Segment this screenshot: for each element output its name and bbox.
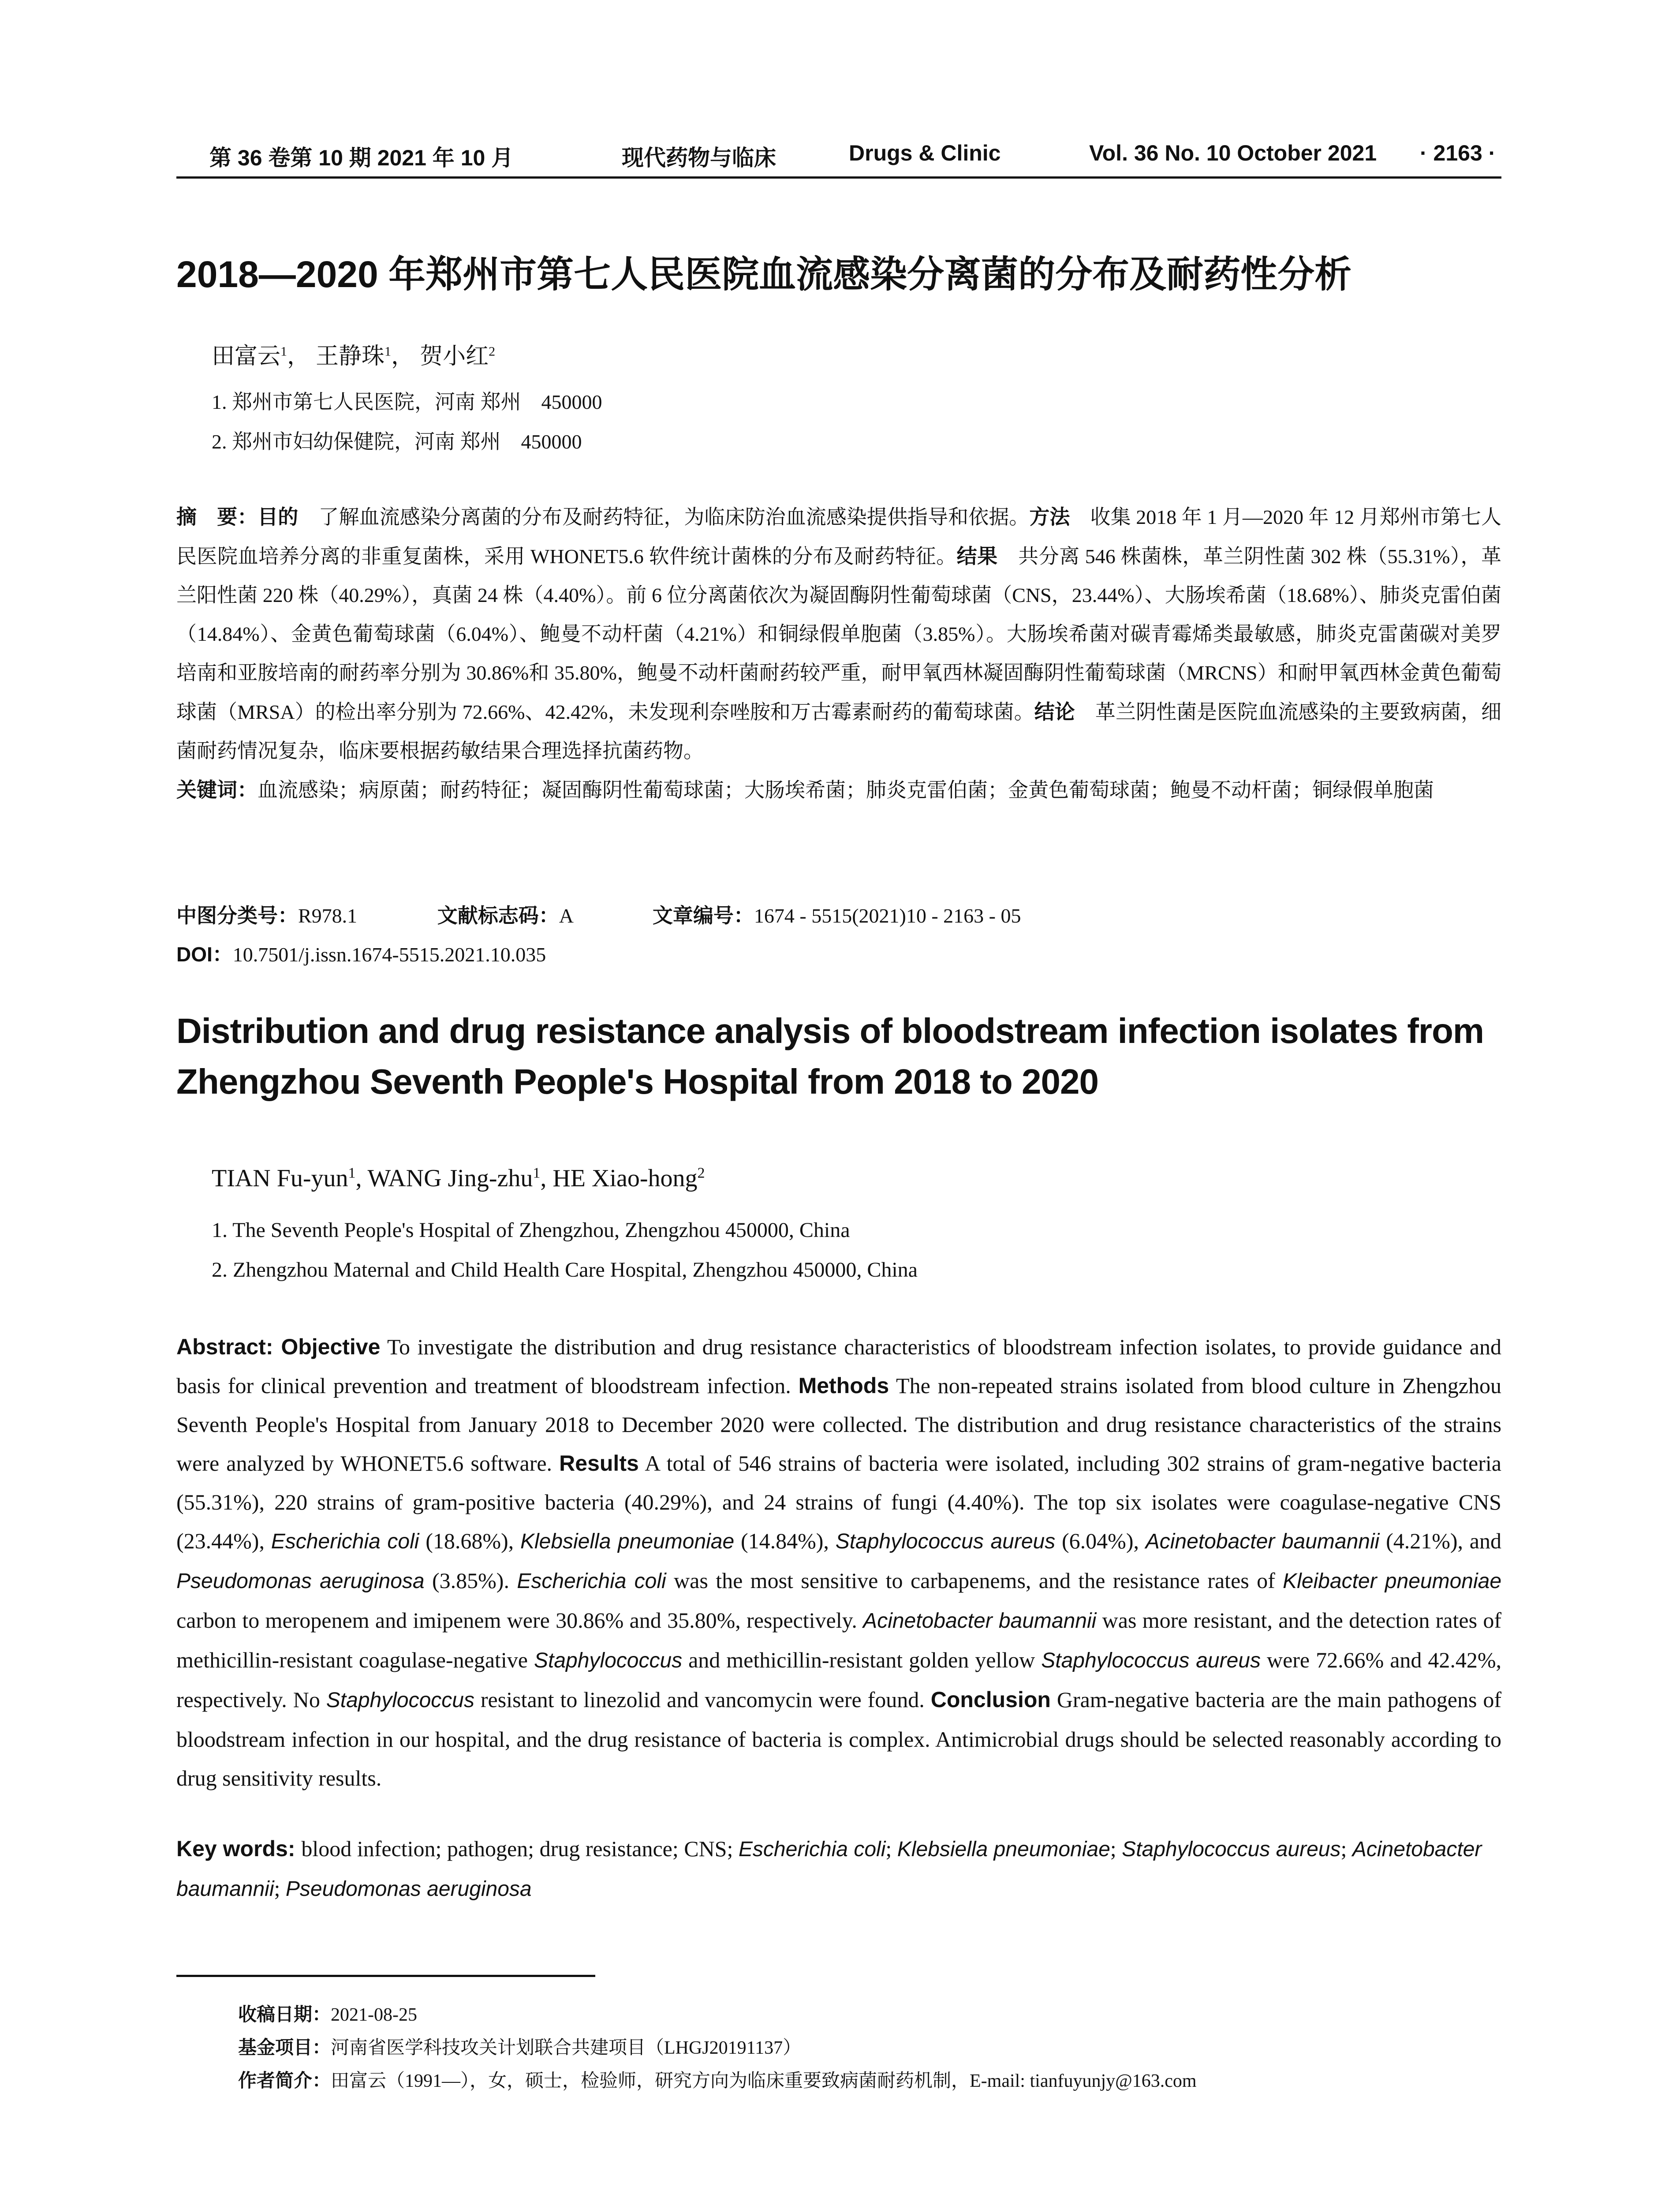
affiliation-en-2: 2. Zhengzhou Maternal and Child Health Care Hospital, Zhengzhou 450000, China (212, 1258, 918, 1282)
article-number-label: 文章编号： (652, 904, 754, 927)
bio-text: 田富云（1991—），女，硕士，检验师，研究方向为临床重要致病菌耐药机制，E-mail: tianfuyunjy@163.com (331, 2071, 1197, 2091)
received-label: 收稿日期： (238, 2004, 331, 2025)
species-name: Staphylococcus (534, 1649, 683, 1672)
header-volume-en: Vol. 36 No. 10 October 2021 (1089, 141, 1377, 165)
doi-label: DOI： (176, 943, 233, 966)
objective-cn-text: 了解血流感染分离菌的分布及耐药特征，为临床防治血流感染提供指导和依据。 (298, 506, 1030, 528)
keyword-separator: ; (885, 1836, 897, 1861)
affiliation-cn-1: 1. 郑州市第七人民医院，河南 郑州 450000 (212, 391, 602, 413)
author-separator: ， (391, 344, 414, 369)
authors-cn (212, 337, 495, 370)
authors-en: TIAN Fu-yun$^1$, WANG Jing-zhu$^1$, HE Xiao-hong$^2$ (212, 1165, 705, 1192)
objective-en-label: Objective (281, 1334, 381, 1359)
doi-value: 10.7501/j.issn.1674-5515.2021.10.035 (232, 943, 546, 966)
doc-code-label: 文献标志码： (437, 904, 559, 927)
bio-label: 作者简介： (238, 2070, 331, 2091)
author-en-2: WANG Jing-zhu (367, 1165, 533, 1192)
title-cn: 2018—2020 年郑州市第七人民医院血流感染分离菌的分布及耐药性分析 (176, 254, 1352, 295)
results-en-text: resistant to linezolid and vancomycin were found. (474, 1687, 931, 1712)
species-name: Staphylococcus aureus (835, 1530, 1056, 1553)
results-en-text: carbon to meropenem and imipenem were 30.86% and 35.80%, respectively. (176, 1608, 863, 1633)
keywords-en-text: blood infection; pathogen; drug resistance; CNS; (301, 1836, 739, 1861)
results-en-text: and methicillin-resistant golden yellow (682, 1648, 1042, 1672)
header-page-number: · 2163 · (1420, 141, 1496, 165)
header-rule (176, 176, 1501, 179)
author-cn-3: 贺小红 (420, 344, 489, 369)
conclusion-en-label: Conclusion (930, 1687, 1051, 1712)
species-name: Escherichia coli (271, 1530, 419, 1553)
footnote-rule (176, 1975, 595, 1977)
results-en-text: (6.04%), (1055, 1529, 1146, 1553)
keywords-en (176, 1829, 1501, 1909)
doi-line (176, 938, 546, 968)
methods-cn-label: 方法 (1029, 505, 1070, 528)
results-en-text: was more resistant, and the detection rates of methicillin-resistant coagulase-negative (176, 1608, 1502, 1672)
fund-label: 基金项目： (238, 2037, 331, 2058)
keyword-species: Klebsiella pneumoniae (897, 1838, 1110, 1861)
author-en-1: TIAN Fu-yun (212, 1165, 348, 1192)
species-name: Klebsiella pneumoniae (520, 1530, 735, 1553)
objective-cn-label: 目的 (258, 505, 299, 528)
footnote-fund (238, 2033, 801, 2059)
keywords-cn-text: 血流感染；病原菌；耐药特征；凝固酶阴性葡萄球菌；大肠埃希菌；肺炎克雷伯菌；金黄色葡萄球菌；鲍曼不动杆菌；铜绿假单胞菌 (258, 779, 1434, 801)
objective-en-text: To investigate the distribution and drug resistance characteristics of bloodstream infection isolates, to provide guidance and basis for clinical prevention and treatment of bloodstream infection. (176, 1334, 1501, 1398)
keyword-separator: ; (274, 1876, 286, 1901)
species-name: Escherichia coli (517, 1570, 666, 1593)
header-journal-en: Drugs & Clinic (849, 141, 1001, 165)
species-name: Acinetobacter baumannii (1145, 1530, 1380, 1553)
results-en-text: (4.21%), and (1379, 1529, 1502, 1553)
received-date: 2021-08-25 (331, 2005, 417, 2025)
author-en-3: HE Xiao-hong (553, 1165, 698, 1192)
abstract-en (176, 1327, 1501, 1798)
keywords-cn-label: 关键词： (176, 778, 258, 801)
keyword-species: Acinetobacter baumannii (176, 1838, 1482, 1901)
title-en: Distribution and drug resistance analysis of bloodstream infection isolates from Zhengzhou Seventh People's Hospital from 2018 to 2020 (176, 1011, 1484, 1101)
results-cn-text: 共分离 546 株菌株，革兰阴性菌 302 株（55.31%），革兰阳性菌 220 株（40.29%），真菌 24 株（4.40%）。前 6 位分离菌依次为凝固酶阴性葡萄球菌（CNS，23.44%）、大肠埃希菌（18.68%）、肺炎克雷伯菌（14.84%）、金黄色葡萄球菌（6.04%）、鲍曼不动杆菌（4.21%）和铜绿假单胞菌（3.85%）。大肠埃希菌对碳青霉烯类最敏感，肺炎克雷菌碳对美罗培南和亚胺培南的耐药率分别为 30.86%和 35.80%，鲍曼不动杆菌耐药较严重，耐甲氧西林凝固酶阴性葡萄球菌（MRCNS）和耐甲氧西林金黄色葡萄球菌（MRSA）的检出率分别为 72.66%、42.42%，未发现利奈唑胺和万古霉素耐药的葡萄球菌。 (176, 545, 1502, 723)
keywords-en-label: Key words: (176, 1836, 302, 1861)
author-cn-3-aff: 2 (489, 344, 496, 359)
running-header (176, 140, 1501, 176)
methods-cn-text: 收集 2018 年 1 月—2020 年 12 月郑州市第七人民医院血培养分离的非重复菌株，采用 WHONET5.6 软件统计菌株的分布及耐药特征。 (176, 506, 1502, 568)
species-name: Acinetobacter baumannii (863, 1609, 1097, 1633)
affiliation-en-1: 1. The Seventh People's Hospital of Zhengzhou, Zhengzhou 450000, China (212, 1218, 850, 1242)
doc-code-value: A (559, 904, 573, 927)
header-journal-cn: 现代药物与临床 (622, 145, 776, 171)
methods-en-label: Methods (798, 1373, 889, 1398)
results-en-text: A total of 546 strains of bacteria were isolated, including 302 strains of gram-negative bacteria (55.31%), 220 strains of gram-positive bacteria (40.29%), and 24 strains of fungi (4.40%). The top six isolates were coagulase-negative CNS (23.44%), (176, 1451, 1501, 1553)
affiliation-cn-2: 2. 郑州市妇幼保健院，河南 郑州 450000 (212, 430, 582, 453)
author-en-1-aff: 1 (348, 1165, 356, 1181)
author-en-3-aff: 2 (697, 1165, 705, 1181)
keyword-species: Pseudomonas aeruginosa (285, 1877, 532, 1901)
header-volume-cn: 第 36 卷第 10 期 2021 年 10 月 (209, 146, 514, 170)
results-en-text: was the most sensitive to carbapenems, and the resistance rates of (666, 1568, 1283, 1593)
author-en-2-aff: 1 (533, 1165, 541, 1181)
footnote-received (238, 2000, 417, 2026)
results-en-text: (3.85%). (424, 1568, 517, 1593)
clc-label: 中图分类号： (176, 904, 298, 927)
abstract-cn-label: 摘 要： (176, 505, 258, 528)
classification-line (176, 900, 1021, 929)
author-cn-1-aff: 1 (280, 344, 287, 359)
keyword-species: Staphylococcus aureus (1122, 1838, 1341, 1861)
keyword-separator: ; (1110, 1836, 1122, 1861)
author-cn-2-aff: 1 (385, 344, 392, 359)
author-separator: ， (287, 344, 310, 369)
results-en-text: (18.68%), (419, 1529, 520, 1553)
results-en-label: Results (559, 1451, 639, 1476)
conclusion-en-text: Gram-negative bacteria are the main pathogens of bloodstream infection in our hospital, and the drug resistance of bacteria is complex. Antimicrobial drugs should be selected reasonably according to drug sensitivity results. (176, 1687, 1501, 1790)
species-name: Staphylococcus aureus (1041, 1649, 1261, 1672)
results-en-text: were 72.66% and 42.42%, respectively. No (176, 1648, 1502, 1712)
author-cn-2: 王静珠 (316, 344, 385, 369)
abstract-cn (176, 497, 1501, 810)
species-name: Staphylococcus (326, 1689, 474, 1712)
results-cn-label: 结果 (956, 545, 998, 568)
author-cn-1: 田富云 (212, 344, 281, 369)
keyword-species: Escherichia coli (738, 1838, 886, 1861)
conclusion-cn-label: 结论 (1034, 700, 1075, 723)
abstract-en-label: Abstract: (176, 1334, 281, 1359)
fund-text: 河南省医学科技攻关计划联合共建项目（LHGJ20191137） (331, 2038, 802, 2058)
footnote-author-bio (238, 2066, 1197, 2093)
species-name: Pseudomonas aeruginosa (176, 1570, 425, 1593)
methods-en-text: The non-repeated strains isolated from blood culture in Zhengzhou Seventh People's Hospital from January 2018 to December 2020 were collected. The distribution and drug resistance characteristics of the strains were analyzed by WHONET5.6 software. (176, 1373, 1501, 1476)
keyword-separator: ; (1340, 1836, 1352, 1861)
clc-value: R978.1 (298, 904, 358, 927)
species-name: Kleibacter pneumoniae (1283, 1570, 1502, 1593)
conclusion-cn-text: 革兰阴性菌是医院血流感染的主要致病菌，细菌耐药情况复杂，临床要根据药敏结果合理选择抗菌药物。 (176, 701, 1502, 762)
article-number-value: 1674 - 5515(2021)10 - 2163 - 05 (754, 904, 1021, 927)
results-en-text: (14.84%), (734, 1529, 836, 1553)
